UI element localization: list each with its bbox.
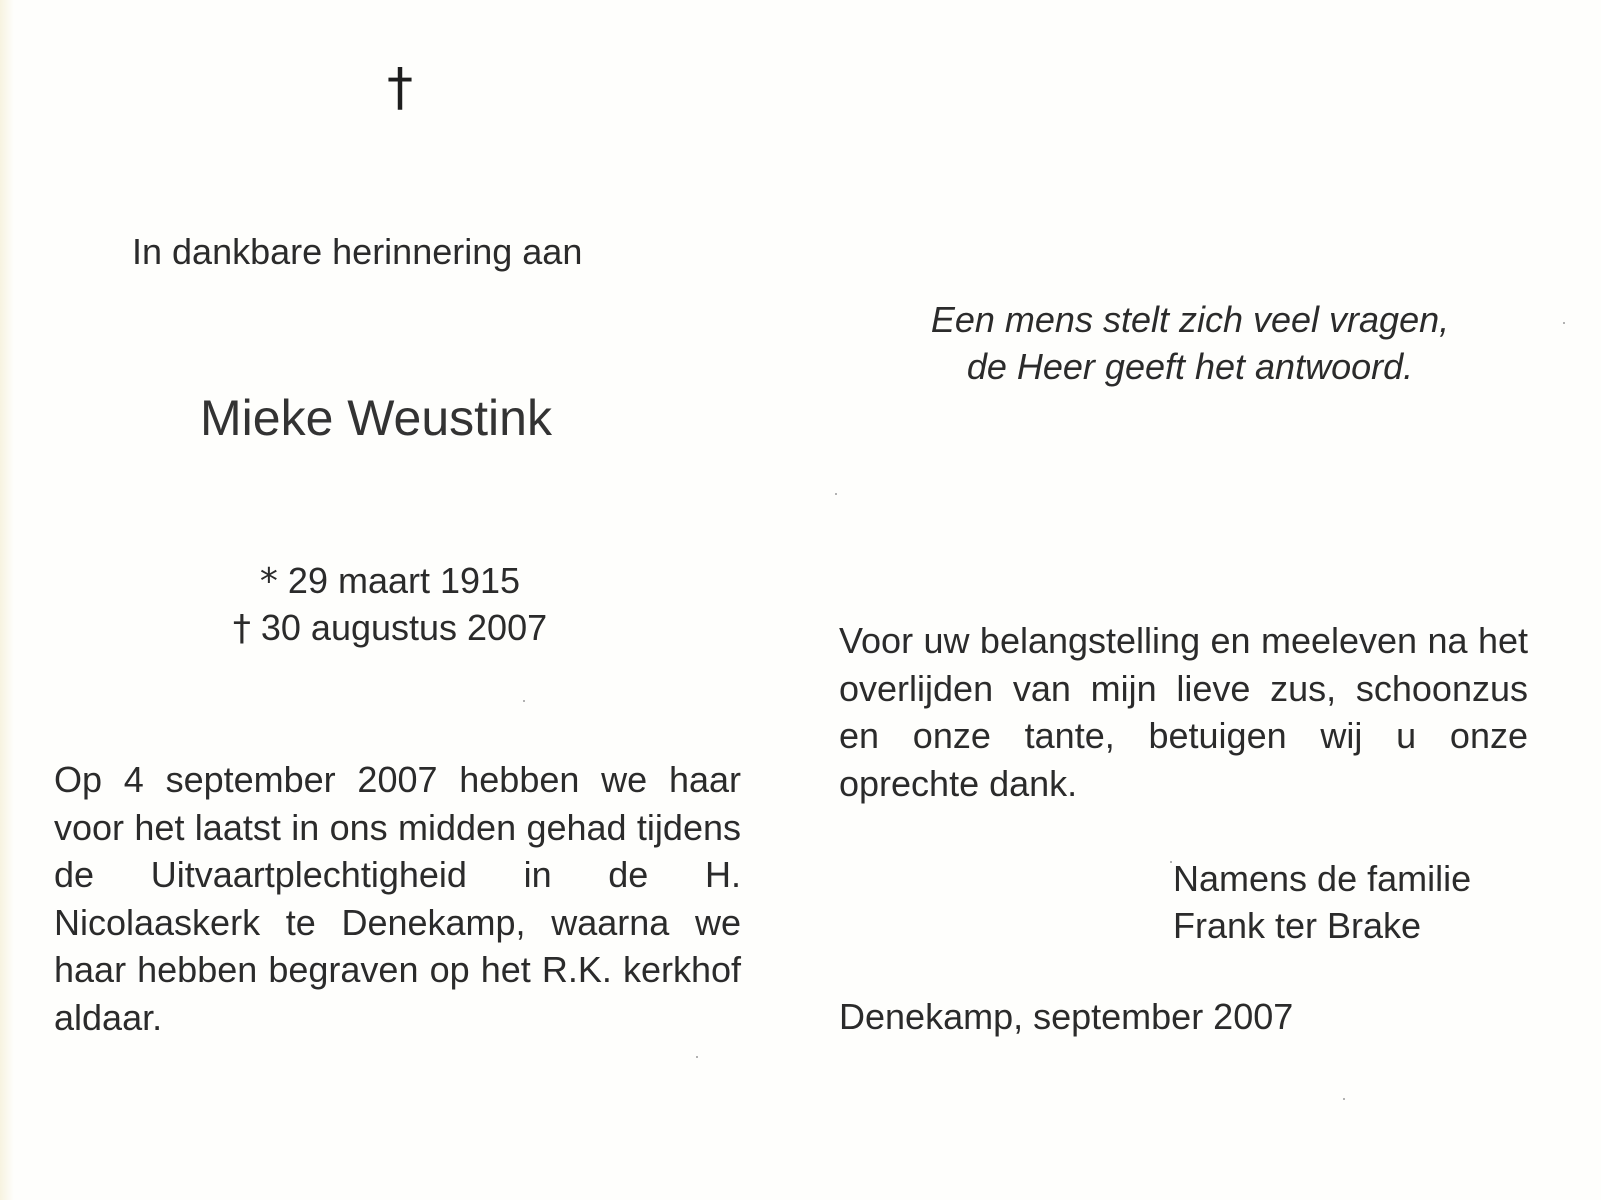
intro-text: In dankbare herinnering aan	[132, 231, 583, 272]
death-date: 30 augustus 2007	[260, 607, 548, 648]
right-panel	[800, 0, 1601, 1200]
death-line	[180, 605, 600, 652]
paper-speck	[696, 1056, 698, 1058]
cross-icon: †	[387, 58, 413, 118]
left-panel	[0, 0, 800, 1200]
birth-line	[180, 558, 600, 605]
birth-asterisk-icon: *	[259, 561, 278, 602]
paper-speck	[523, 700, 525, 702]
paper-speck	[835, 493, 837, 495]
bible-verse	[910, 296, 1470, 390]
place-date: Denekamp, september 2007	[839, 996, 1294, 1037]
paper-speck	[1563, 322, 1565, 324]
signature-block	[1173, 855, 1471, 949]
signature-line-1: Namens de familie	[1173, 858, 1472, 899]
verse-line-1: Een mens stelt zich veel vragen,	[930, 299, 1450, 340]
deceased-name: Mieke Weustink	[200, 390, 552, 446]
verse-line-2: de Heer geeft het antwoord.	[966, 346, 1414, 387]
thanks-paragraph: Voor uw belangstelling en meeleven na het overlijden van mijn lieve zus, schoonzus en onze tante, betuigen wij u onze oprechte dank.	[839, 620, 1528, 804]
signature-line-2: Frank ter Brake	[1173, 905, 1422, 946]
service-paragraph: Op 4 september 2007 hebben we haar voor het laatst in ons midden gehad tijdens de Uitvaartplechtigheid in de H. Nicolaaskerk te Denekamp, waarna we haar hebben begraven op het R.K. kerkhof aldaar.	[54, 759, 741, 1038]
birth-date: 29 maart 1915	[287, 560, 521, 601]
paper-speck	[1343, 1098, 1345, 1100]
life-dates	[180, 558, 600, 652]
death-cross-icon: †	[232, 608, 251, 649]
paper-speck	[1170, 861, 1172, 863]
